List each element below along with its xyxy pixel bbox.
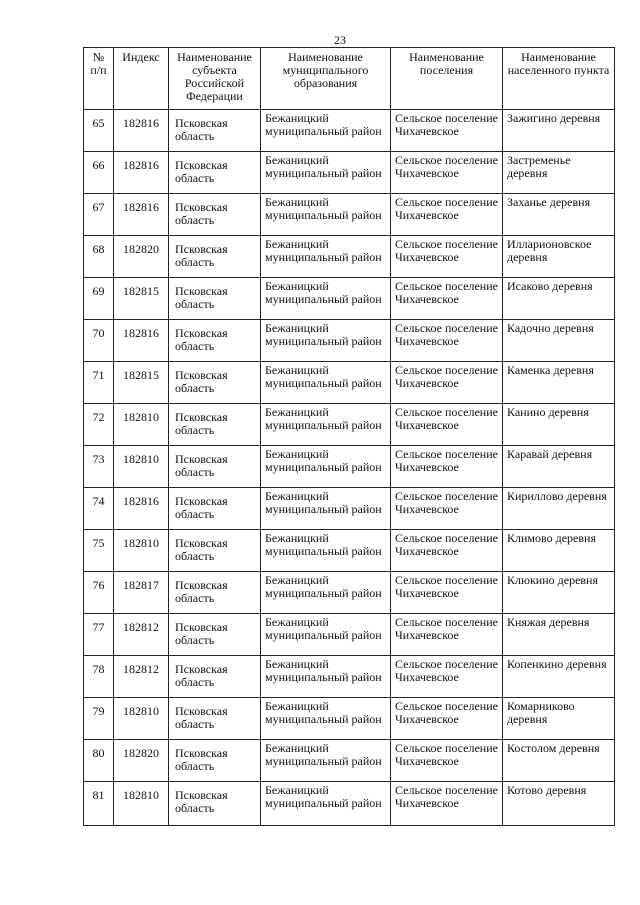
row-index: 182810	[114, 530, 169, 572]
row-locality: Климово деревня	[503, 530, 615, 572]
row-locality: Комарниково деревня	[503, 698, 615, 740]
table-row	[84, 194, 615, 236]
row-locality: Кадочно деревня	[503, 320, 615, 362]
table-row	[84, 782, 615, 826]
row-subject: Псковская область	[169, 530, 261, 572]
row-subject: Псковская область	[169, 194, 261, 236]
row-number: 78	[84, 656, 114, 698]
row-index: 182816	[114, 488, 169, 530]
row-municipality: Бежаницкий муниципальный район	[261, 362, 391, 404]
row-subject: Псковская область	[169, 782, 261, 826]
row-subject: Псковская область	[169, 446, 261, 488]
row-index: 182820	[114, 740, 169, 782]
row-number: 75	[84, 530, 114, 572]
row-locality: Канино деревня	[503, 404, 615, 446]
row-settlement: Сельское поселение Чихачевское	[391, 488, 503, 530]
table-row	[84, 572, 615, 614]
row-settlement: Сельское поселение Чихачевское	[391, 236, 503, 278]
row-settlement: Сельское поселение Чихачевское	[391, 740, 503, 782]
row-municipality: Бежаницкий муниципальный район	[261, 194, 391, 236]
row-subject: Псковская область	[169, 572, 261, 614]
table-row	[84, 362, 615, 404]
row-index: 182820	[114, 236, 169, 278]
row-settlement: Сельское поселение Чихачевское	[391, 782, 503, 826]
row-index: 182815	[114, 278, 169, 320]
row-subject: Псковская область	[169, 278, 261, 320]
row-number: 66	[84, 152, 114, 194]
row-index: 182816	[114, 320, 169, 362]
row-locality: Исаково деревня	[503, 278, 615, 320]
row-municipality: Бежаницкий муниципальный район	[261, 320, 391, 362]
table-row	[84, 614, 615, 656]
row-number: 73	[84, 446, 114, 488]
row-index: 182810	[114, 404, 169, 446]
row-number: 70	[84, 320, 114, 362]
row-number: 71	[84, 362, 114, 404]
header-settlement: Наименование поселения	[391, 48, 503, 110]
row-locality: Илларионовское деревня	[503, 236, 615, 278]
table-row	[84, 446, 615, 488]
table-row	[84, 110, 615, 152]
row-number: 67	[84, 194, 114, 236]
table-row	[84, 404, 615, 446]
row-municipality: Бежаницкий муниципальный район	[261, 404, 391, 446]
row-index: 182816	[114, 152, 169, 194]
header-num: № п/п	[84, 48, 114, 110]
settlements-table	[83, 47, 615, 826]
table-row	[84, 236, 615, 278]
row-index: 182815	[114, 362, 169, 404]
row-locality: Зажигино деревня	[503, 110, 615, 152]
row-number: 72	[84, 404, 114, 446]
row-locality: Клюкино деревня	[503, 572, 615, 614]
row-number: 74	[84, 488, 114, 530]
header-municipality: Наименование муниципального образования	[261, 48, 391, 110]
row-number: 76	[84, 572, 114, 614]
header-locality: Наименование населенного пункта	[503, 48, 615, 110]
row-number: 77	[84, 614, 114, 656]
table-row	[84, 152, 615, 194]
row-settlement: Сельское поселение Чихачевское	[391, 194, 503, 236]
row-subject: Псковская область	[169, 362, 261, 404]
row-settlement: Сельское поселение Чихачевское	[391, 404, 503, 446]
row-index: 182810	[114, 698, 169, 740]
table-row	[84, 740, 615, 782]
table-row	[84, 698, 615, 740]
row-subject: Псковская область	[169, 152, 261, 194]
row-subject: Псковская область	[169, 320, 261, 362]
row-number: 68	[84, 236, 114, 278]
row-number: 69	[84, 278, 114, 320]
row-settlement: Сельское поселение Чихачевское	[391, 152, 503, 194]
row-municipality: Бежаницкий муниципальный район	[261, 572, 391, 614]
row-settlement: Сельское поселение Чихачевское	[391, 362, 503, 404]
row-locality: Каравай деревня	[503, 446, 615, 488]
table-row	[84, 530, 615, 572]
table-row	[84, 656, 615, 698]
row-index: 182817	[114, 572, 169, 614]
row-subject: Псковская область	[169, 404, 261, 446]
row-settlement: Сельское поселение Чихачевское	[391, 656, 503, 698]
row-subject: Псковская область	[169, 110, 261, 152]
row-number: 79	[84, 698, 114, 740]
row-settlement: Сельское поселение Чихачевское	[391, 530, 503, 572]
page-number: 23	[334, 33, 346, 47]
row-number: 65	[84, 110, 114, 152]
row-municipality: Бежаницкий муниципальный район	[261, 530, 391, 572]
row-settlement: Сельское поселение Чихачевское	[391, 446, 503, 488]
row-index: 182816	[114, 194, 169, 236]
row-municipality: Бежаницкий муниципальный район	[261, 278, 391, 320]
row-municipality: Бежаницкий муниципальный район	[261, 740, 391, 782]
row-locality: Княжая деревня	[503, 614, 615, 656]
row-municipality: Бежаницкий муниципальный район	[261, 236, 391, 278]
row-subject: Псковская область	[169, 614, 261, 656]
row-subject: Псковская область	[169, 698, 261, 740]
row-settlement: Сельское поселение Чихачевское	[391, 110, 503, 152]
table-header-row	[84, 48, 615, 110]
row-subject: Псковская область	[169, 740, 261, 782]
row-settlement: Сельское поселение Чихачевское	[391, 278, 503, 320]
table-row	[84, 278, 615, 320]
table-body	[84, 110, 615, 826]
row-subject: Псковская область	[169, 236, 261, 278]
row-municipality: Бежаницкий муниципальный район	[261, 446, 391, 488]
row-settlement: Сельское поселение Чихачевское	[391, 698, 503, 740]
row-settlement: Сельское поселение Чихачевское	[391, 614, 503, 656]
row-municipality: Бежаницкий муниципальный район	[261, 110, 391, 152]
row-locality: Кириллово деревня	[503, 488, 615, 530]
row-locality: Каменка деревня	[503, 362, 615, 404]
row-index: 182812	[114, 614, 169, 656]
row-number: 80	[84, 740, 114, 782]
row-subject: Псковская область	[169, 656, 261, 698]
row-index: 182810	[114, 446, 169, 488]
row-settlement: Сельское поселение Чихачевское	[391, 320, 503, 362]
row-municipality: Бежаницкий муниципальный район	[261, 614, 391, 656]
row-municipality: Бежаницкий муниципальный район	[261, 152, 391, 194]
row-index: 182812	[114, 656, 169, 698]
row-locality: Заханье деревня	[503, 194, 615, 236]
row-index: 182816	[114, 110, 169, 152]
row-subject: Псковская область	[169, 488, 261, 530]
row-number: 81	[84, 782, 114, 826]
row-locality: Застременье деревня	[503, 152, 615, 194]
row-municipality: Бежаницкий муниципальный район	[261, 488, 391, 530]
header-subject: Наименование субъекта Российской Федерации	[169, 48, 261, 110]
table-row	[84, 320, 615, 362]
table-row	[84, 488, 615, 530]
row-locality: Костолом деревня	[503, 740, 615, 782]
row-municipality: Бежаницкий муниципальный район	[261, 656, 391, 698]
row-locality: Котово деревня	[503, 782, 615, 826]
row-municipality: Бежаницкий муниципальный район	[261, 698, 391, 740]
row-municipality: Бежаницкий муниципальный район	[261, 782, 391, 826]
row-settlement: Сельское поселение Чихачевское	[391, 572, 503, 614]
row-locality: Копенкино деревня	[503, 656, 615, 698]
row-index: 182810	[114, 782, 169, 826]
header-index: Индекс	[114, 48, 169, 110]
